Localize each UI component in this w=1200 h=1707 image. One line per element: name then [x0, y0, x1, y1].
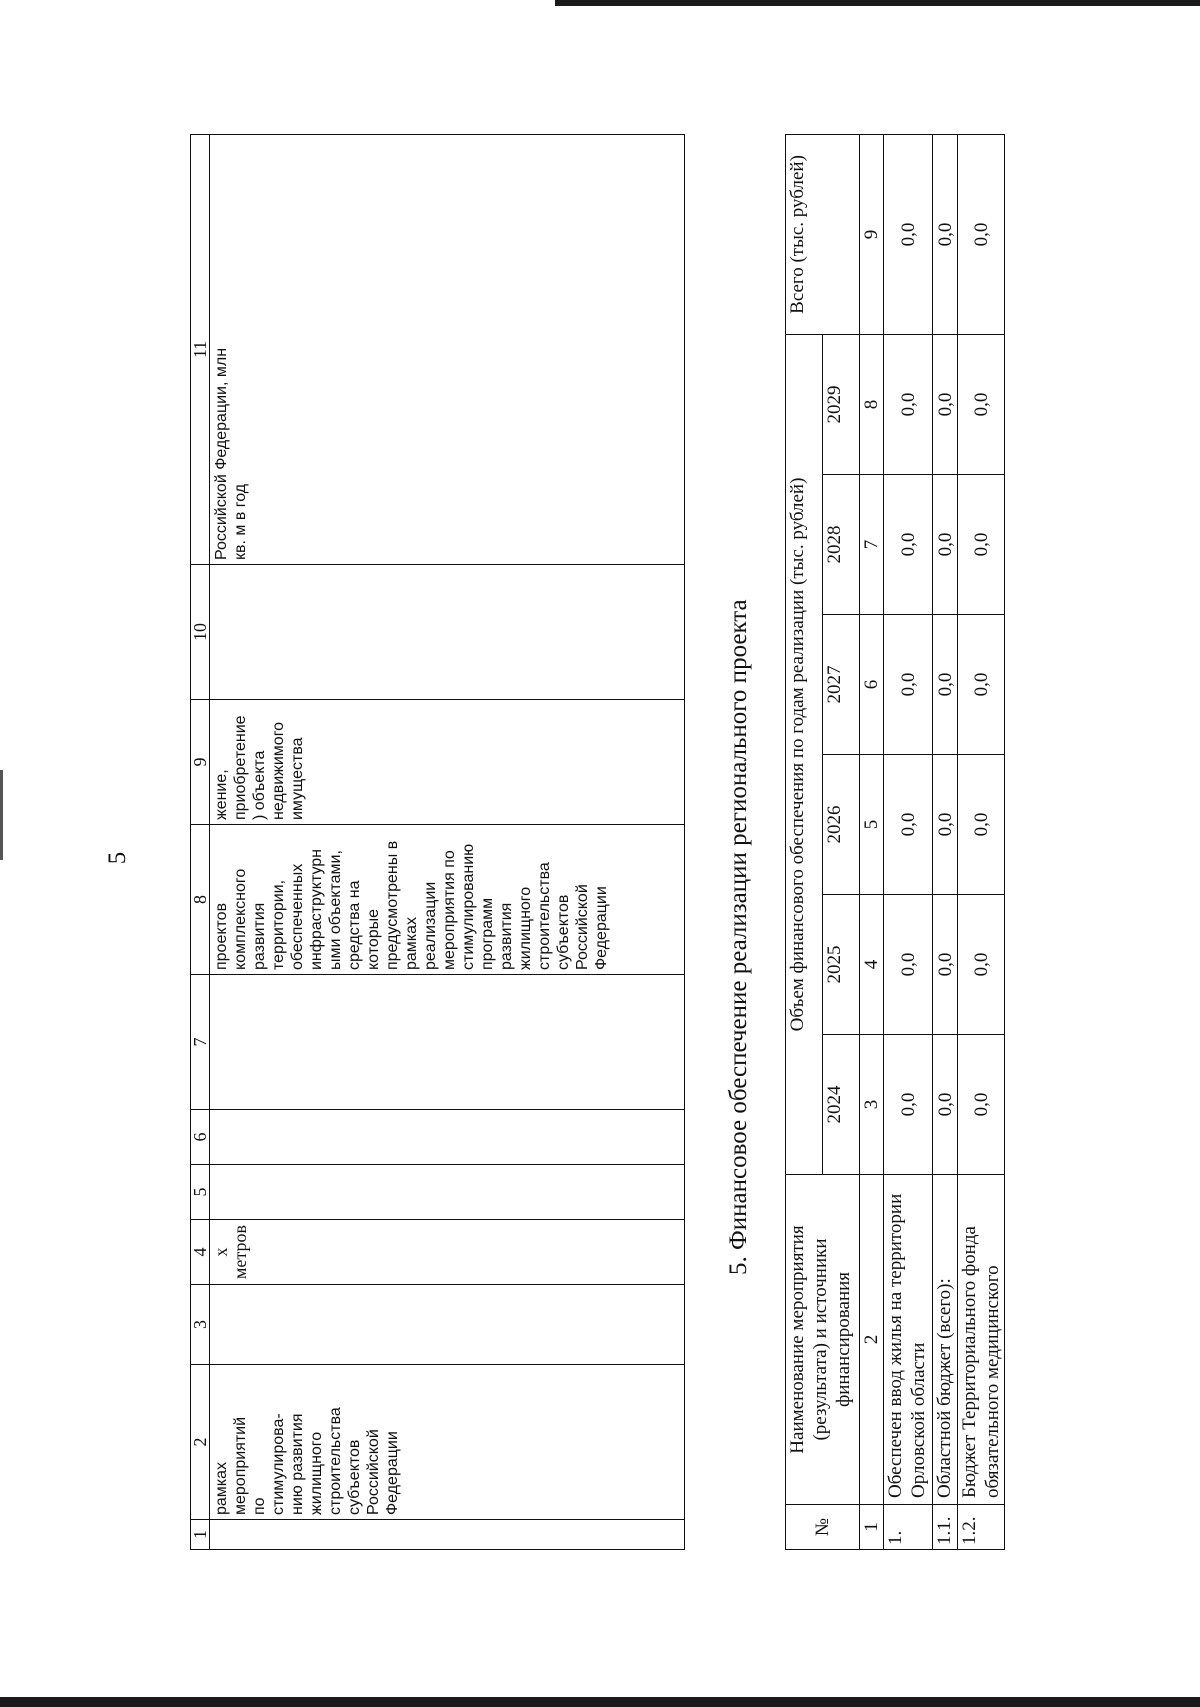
cell-col11: Российской Федерации, млн кв. м в год — [210, 135, 685, 565]
cell-value: 0,0 — [958, 334, 1005, 474]
header-year: 2026 — [823, 755, 860, 895]
col-number: 8 — [191, 825, 210, 975]
row-name: Бюджет Территориального фонда обязательного медицинского — [958, 1175, 1005, 1505]
col-number: 9 — [860, 134, 884, 334]
cell-value: 0,0 — [958, 1035, 1005, 1175]
header-number: № — [786, 1505, 860, 1550]
cell-value: 0,0 — [884, 1035, 933, 1175]
cell-value: 0,0 — [933, 334, 958, 474]
indicators-table-continuation — [190, 134, 685, 1550]
row-id: 1.2. — [958, 1505, 1005, 1550]
cell-value: 0,0 — [958, 475, 1005, 615]
page-number: 5 — [104, 851, 131, 865]
cell-value: 0,0 — [933, 615, 958, 755]
cell-value: 0,0 — [884, 615, 933, 755]
table-row — [958, 134, 1005, 1549]
col-number: 3 — [191, 1285, 210, 1365]
table-row — [210, 135, 685, 1550]
col-number: 2 — [860, 1175, 884, 1505]
row-id: 1.1. — [933, 1505, 958, 1550]
col-number: 11 — [191, 135, 210, 565]
col-number: 5 — [191, 1165, 210, 1220]
col-number: 5 — [860, 755, 884, 895]
column-number-row — [860, 134, 884, 1549]
header-volume: Объем финансового обеспечения по годам реализации (тыс. рублей) — [786, 334, 823, 1174]
cell-col9: жение, приобретение ) объекта недвижимого имущества — [210, 700, 685, 825]
cell-col10 — [210, 565, 685, 700]
cell-value: 0,0 — [884, 755, 933, 895]
cell-value: 0,0 — [884, 475, 933, 615]
col-number: 7 — [860, 475, 884, 615]
scan-edge-top — [555, 0, 1200, 6]
cell-value: 0,0 — [958, 615, 1005, 755]
col-number: 4 — [860, 895, 884, 1035]
row-id: 1. — [884, 1505, 933, 1550]
col-number: 2 — [191, 1365, 210, 1520]
header-year: 2024 — [823, 1035, 860, 1175]
cell-value: 0,0 — [884, 895, 933, 1035]
col-number: 6 — [860, 615, 884, 755]
financing-table — [785, 134, 1005, 1550]
col-number: 1 — [191, 1520, 210, 1550]
header-year: 2027 — [823, 615, 860, 755]
cell-value: 0,0 — [933, 895, 958, 1035]
cell-value: 0,0 — [933, 475, 958, 615]
cell-value: 0,0 — [884, 134, 933, 334]
cell-value: 0,0 — [958, 895, 1005, 1035]
cell-col1 — [210, 1520, 685, 1550]
cell-value: 0,0 — [933, 134, 958, 334]
header-year: 2025 — [823, 895, 860, 1035]
cell-col3 — [210, 1285, 685, 1365]
col-number: 7 — [191, 975, 210, 1110]
col-number: 8 — [860, 334, 884, 474]
table-row — [884, 134, 933, 1549]
col-number: 3 — [860, 1035, 884, 1175]
row-name: Областной бюджет (всего): — [933, 1175, 958, 1505]
cell-value: 0,0 — [933, 1035, 958, 1175]
cell-value: 0,0 — [933, 755, 958, 895]
row-name: Обеспечен ввод жилья на территории Орловской области — [884, 1175, 933, 1505]
cell-value: 0,0 — [958, 134, 1005, 334]
table-row — [933, 134, 958, 1549]
header-total: Всего (тыс. рублей) — [786, 134, 860, 334]
scan-edge-bottom — [0, 1697, 1200, 1707]
header-name: Наименование мероприятия (результата) и источники финансирования — [786, 1175, 860, 1505]
cell-col7 — [210, 975, 685, 1110]
column-number-row — [191, 135, 210, 1550]
cell-col6 — [210, 1110, 685, 1165]
scan-edge-left — [0, 770, 3, 860]
section-heading: 5. Финансовое обеспечение реализации регионального проекта — [725, 599, 752, 1275]
cell-value: 0,0 — [958, 755, 1005, 895]
cell-value: 0,0 — [884, 334, 933, 474]
cell-col2: рамках мероприятий по стимулирова- нию развития жилищного строительства субъектов Российской Федерации — [210, 1365, 685, 1520]
col-number: 4 — [191, 1220, 210, 1285]
header-row — [786, 134, 823, 1549]
cell-col5 — [210, 1165, 685, 1220]
col-number: 10 — [191, 565, 210, 700]
col-number: 9 — [191, 700, 210, 825]
col-number: 1 — [860, 1505, 884, 1550]
cell-col4: х метров — [210, 1220, 685, 1285]
header-year: 2028 — [823, 475, 860, 615]
header-year: 2029 — [823, 334, 860, 474]
cell-col8: проектов комплексного развития территории, обеспеченных инфраструктурн ыми объектами, средства на которые предусмотрены в рамках реализации мероприятия по стимулированию программ развития жилищного строительства субъектов Российской Федерации — [210, 825, 685, 975]
rotated-content — [190, 130, 1120, 1550]
col-number: 6 — [191, 1110, 210, 1165]
